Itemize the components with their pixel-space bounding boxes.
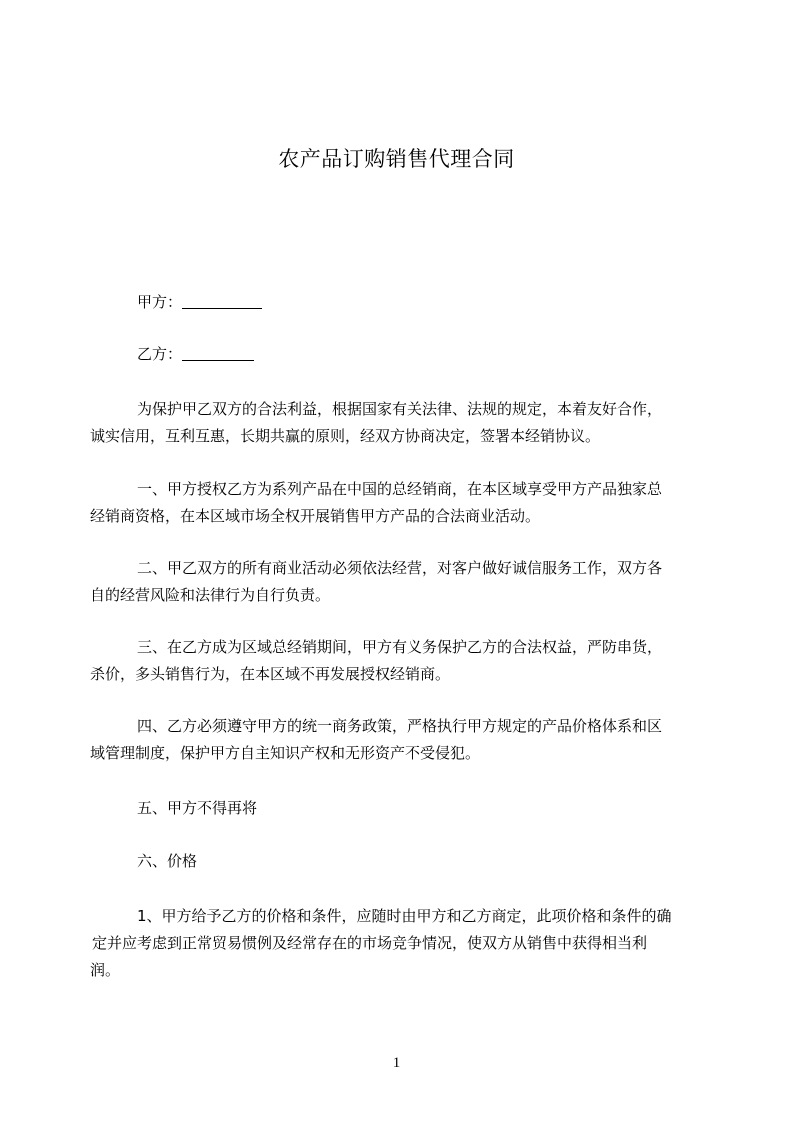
clause-4-line-2: 域管理制度，保护甲方自主知识产权和无形资产不受侵犯。 xyxy=(90,744,481,762)
preamble-line-1: 为保护甲乙双方的合法利益，根据国家有关法律、法规的规定，本着友好合作， xyxy=(137,400,663,418)
clause-4-line-1: 四、乙方必须遵守甲方的统一商务政策，严格执行甲方规定的产品价格体系和区 xyxy=(137,717,663,735)
party-a-line xyxy=(137,292,262,312)
clause-2-line-1: 二、甲乙双方的所有商业活动必须依法经营，对客户做好诚信服务工作，双方各 xyxy=(137,559,663,577)
party-b-line xyxy=(137,344,254,364)
clause-6-1-line-1: 1、甲方给予乙方的价格和条件，应随时由甲方和乙方商定，此项价格和条件的确 xyxy=(137,907,672,925)
clause-3-line-2: 杀价，多头销售行为，在本区域不再发展授权经销商。 xyxy=(90,665,451,683)
party-b-label: 乙方： xyxy=(137,345,183,363)
clause-6-1-line-2: 定并应考虑到正常贸易惯例及经常存在的市场竞争情况，使双方从销售中获得相当利 xyxy=(92,934,648,952)
party-a-blank xyxy=(182,293,262,309)
section-5-heading: 五、甲方不得再将 xyxy=(137,799,258,817)
clause-1-line-1: 一、甲方授权乙方为系列产品在中国的总经销商，在本区域享受甲方产品独家总 xyxy=(137,480,663,498)
page-number: 1 xyxy=(392,1055,401,1071)
clause-6-1-line-3: 润。 xyxy=(90,961,121,979)
clause-1-line-2: 经销商资格，在本区域市场全权开展销售甲方产品的合法商业活动。 xyxy=(90,507,541,525)
party-b-blank xyxy=(182,345,254,361)
contract-title: 农产品订购销售代理合同 xyxy=(278,147,515,171)
clause-3-line-1: 三、在乙方成为区域总经销期间，甲方有义务保护乙方的合法权益，严防串货， xyxy=(137,638,663,656)
party-a-label: 甲方： xyxy=(137,293,183,311)
section-6-heading: 六、价格 xyxy=(137,852,198,870)
clause-2-line-2: 自的经营风险和法律行为自行负责。 xyxy=(90,586,331,604)
preamble-line-2: 诚实信用，互利互惠，长期共赢的原则，经双方协商决定，签署本经销协议。 xyxy=(90,427,601,445)
